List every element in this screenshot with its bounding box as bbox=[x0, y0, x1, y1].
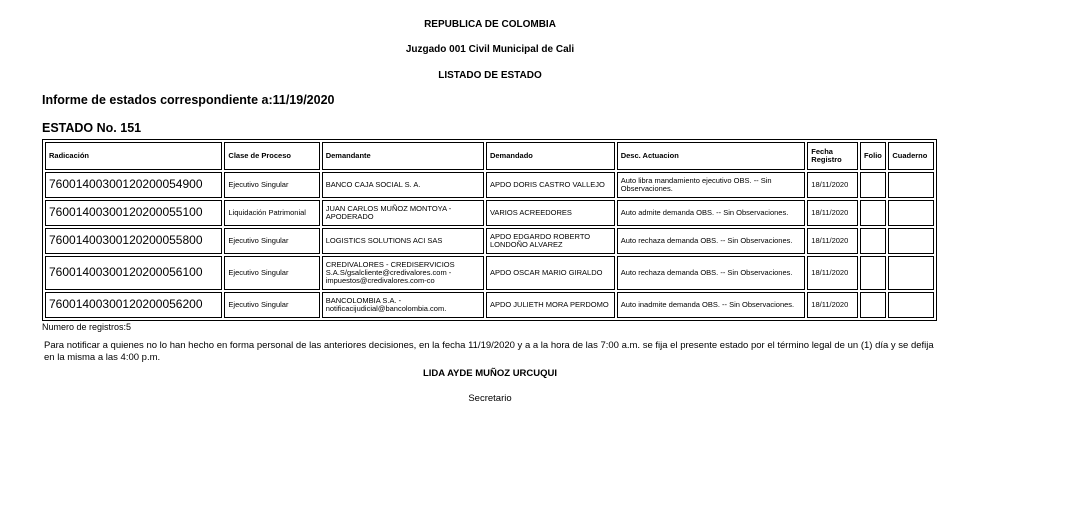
col-fecha: Fecha Registro bbox=[807, 142, 858, 170]
informe-title: Informe de estados correspondiente a:11/19/2020 bbox=[42, 93, 335, 107]
table-header-row bbox=[45, 142, 934, 170]
estado-number: ESTADO No. 151 bbox=[42, 121, 142, 135]
cell-cuaderno bbox=[888, 228, 934, 254]
cell-demandado: APDO EDGARDO ROBERTO LONDOÑO ALVAREZ bbox=[486, 228, 615, 254]
cell-radicacion: 76001400300120200055100 bbox=[45, 200, 222, 226]
cell-radicacion: 76001400300120200056100 bbox=[45, 256, 222, 290]
cell-desc: Auto rechaza demanda OBS. -- Sin Observaciones. bbox=[617, 256, 806, 290]
cell-cuaderno bbox=[888, 256, 934, 290]
cell-desc: Auto admite demanda OBS. -- Sin Observaciones. bbox=[617, 200, 806, 226]
col-desc: Desc. Actuacion bbox=[617, 142, 806, 170]
cell-clase: Ejecutivo Singular bbox=[224, 172, 319, 198]
col-folio: Folio bbox=[860, 142, 886, 170]
cell-demandado: APDO DORIS CASTRO VALLEJO bbox=[486, 172, 615, 198]
cell-clase: Ejecutivo Singular bbox=[224, 256, 319, 290]
cell-folio bbox=[860, 228, 886, 254]
cell-demandante: LOGISTICS SOLUTIONS ACI SAS bbox=[322, 228, 484, 254]
signatory-name: LIDA AYDE MUÑOZ URCUQUI bbox=[422, 368, 558, 379]
cell-cuaderno bbox=[888, 292, 934, 318]
cell-desc: Auto inadmite demanda OBS. -- Sin Observaciones. bbox=[617, 292, 806, 318]
table-row bbox=[45, 256, 934, 290]
cell-demandado: APDO JULIETH MORA PERDOMO bbox=[486, 292, 615, 318]
cell-clase: Ejecutivo Singular bbox=[224, 228, 319, 254]
cell-desc: Auto libra mandamiento ejecutivo OBS. -- Sin Observaciones. bbox=[617, 172, 806, 198]
cell-radicacion: 76001400300120200056200 bbox=[45, 292, 222, 318]
table-row bbox=[45, 228, 934, 254]
cell-clase: Liquidación Patrimonial bbox=[224, 200, 319, 226]
cell-demandante: BANCOLOMBIA S.A. - notificacijudicial@bancolombia.com. bbox=[322, 292, 484, 318]
cell-folio bbox=[860, 292, 886, 318]
cell-fecha: 18/11/2020 bbox=[807, 228, 858, 254]
cell-folio bbox=[860, 172, 886, 198]
cell-folio bbox=[860, 256, 886, 290]
col-demandante: Demandante bbox=[322, 142, 484, 170]
col-cuaderno: Cuaderno bbox=[888, 142, 934, 170]
col-clase: Clase de Proceso bbox=[224, 142, 319, 170]
table-row bbox=[45, 200, 934, 226]
cell-demandante: CREDIVALORES - CREDISERVICIOS S.A.S/gsalcliente@credivalores.com - impuestos@credivalores.com-co bbox=[322, 256, 484, 290]
table-row bbox=[45, 292, 934, 318]
cell-folio bbox=[860, 200, 886, 226]
estado-table bbox=[42, 139, 937, 321]
col-demandado: Demandado bbox=[486, 142, 615, 170]
cell-fecha: 18/11/2020 bbox=[807, 172, 858, 198]
cell-demandante: BANCO CAJA SOCIAL S. A. bbox=[322, 172, 484, 198]
cell-fecha: 18/11/2020 bbox=[807, 292, 858, 318]
cell-demandante: JUAN CARLOS MUÑOZ MONTOYA - APODERADO bbox=[322, 200, 484, 226]
col-radicacion: Radicación bbox=[45, 142, 222, 170]
cell-demandado: VARIOS ACREEDORES bbox=[486, 200, 615, 226]
record-count: Numero de registros:5 bbox=[42, 322, 132, 332]
table-row bbox=[45, 172, 934, 198]
cell-cuaderno bbox=[888, 200, 934, 226]
cell-fecha: 18/11/2020 bbox=[807, 200, 858, 226]
cell-desc: Auto rechaza demanda OBS. -- Sin Observaciones. bbox=[617, 228, 806, 254]
signatory-title: Secretario bbox=[468, 393, 512, 404]
cell-radicacion: 76001400300120200054900 bbox=[45, 172, 222, 198]
cell-radicacion: 76001400300120200055800 bbox=[45, 228, 222, 254]
cell-fecha: 18/11/2020 bbox=[807, 256, 858, 290]
header-title: LISTADO DE ESTADO bbox=[438, 70, 542, 81]
cell-cuaderno bbox=[888, 172, 934, 198]
header-country: REPUBLICA DE COLOMBIA bbox=[424, 19, 556, 30]
cell-demandado: APDO OSCAR MARIO GIRALDO bbox=[486, 256, 615, 290]
notification-note: Para notificar a quienes no lo han hecho en forma personal de las anteriores decisiones, en la fecha 11/19/2020 y a a la hora de las 7:00 a.m. se fija el presente estado por el término legal de un (1) día y se defija en la misma a las 4:00 p.m. bbox=[44, 340, 934, 363]
header-court: Juzgado 001 Civil Municipal de Cali bbox=[405, 44, 575, 55]
cell-clase: Ejecutivo Singular bbox=[224, 292, 319, 318]
